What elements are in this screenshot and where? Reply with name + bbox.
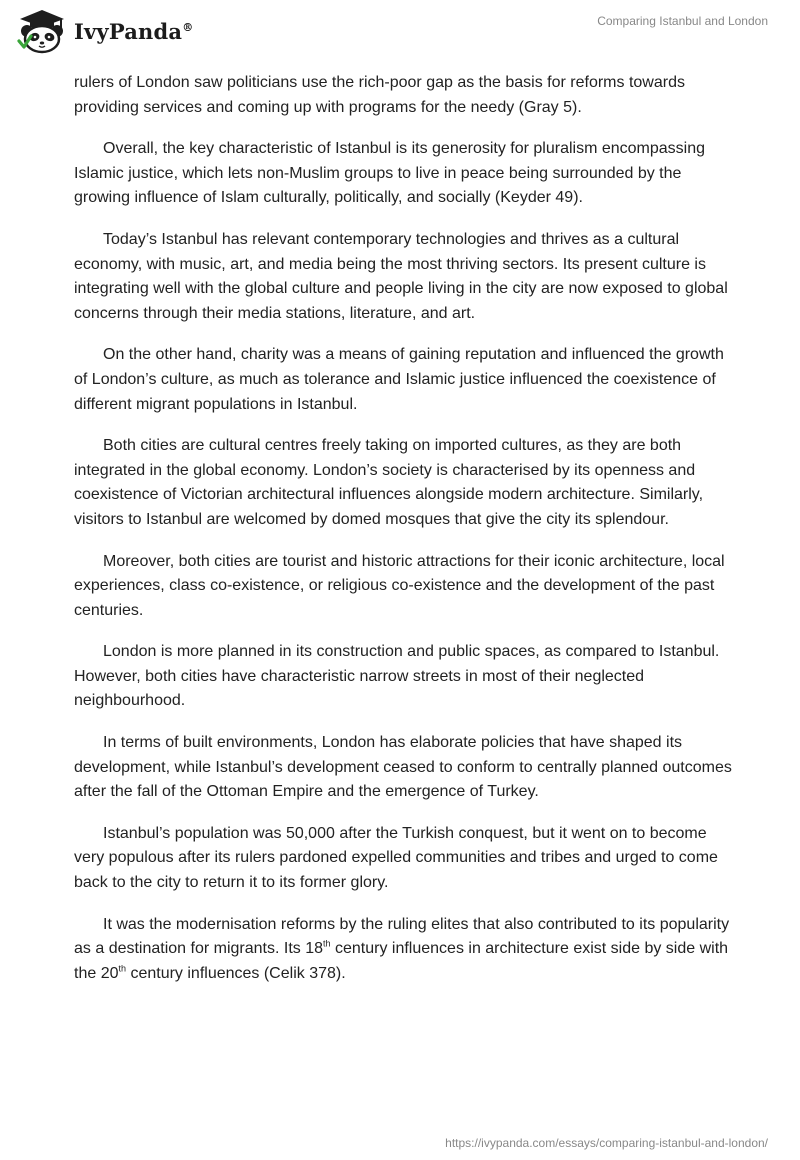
essay-body <box>74 71 734 1003</box>
ivypanda-logo[interactable] <box>16 8 193 54</box>
paragraph: In terms of built environments, London has elaborate policies that have shaped its development, while Istanbul’s development ceased to conform to centrally planned outcomes after the fall of the Ottoman Empire and the emergence of Turkey. <box>74 734 732 801</box>
paragraph: Istanbul’s population was 50,000 after the Turkish conquest, but it went on to become very populous after its rulers pardoned expelled communities and tribes and urged to come back to the city to return it to its former glory. <box>74 824 718 892</box>
paragraph: Today’s Istanbul has relevant contemporary technologies and thrives as a cultural economy, with music, art, and media being the most thriving sectors. Its present culture is integrating well with the global culture and people living in the city are now exposed to global concerns through their media stations, literature, and art. <box>74 230 728 322</box>
paragraph-final: It was the modernisation reforms by the ruling elites that also contributed to its popularity as a destination for migrants. Its 18th century influences in architecture exist side by side with the 20th century influences (Celik 378). <box>74 915 730 982</box>
panda-graduate-icon <box>16 8 68 54</box>
paragraph: Moreover, both cities are tourist and historic attractions for their iconic architecture, local experiences, class co-existence, or religious co-existence and the development of the past centuries. <box>74 552 725 619</box>
paragraph: Both cities are cultural centres freely taking on imported cultures, as they are both integrated in the global economy. London’s society is characterised by its openness and coexistence of Victorian architectural influences alongside modern architecture. Similarly, visitors to Istanbul are welcomed by domed mosques that give the city its splendour. <box>74 437 704 528</box>
source-url[interactable]: https://ivypanda.com/essays/comparing-istanbul-and-london/ <box>445 1136 768 1150</box>
paragraph: Overall, the key characteristic of Istanbul is its generosity for pluralism encompassing Islamic justice, which lets non-Muslim groups to live in peace being surrounded by the growing influence of Islam culturally, politically, and socially (Keyder 49). <box>74 140 706 207</box>
paragraph-continuation: rulers of London saw politicians use the rich-poor gap as the basis for reforms towards providing services and coming up with programs for the needy (Gray 5). <box>74 74 685 116</box>
paragraph: London is more planned in its construction and public spaces, as compared to Istanbul. However, both cities have characteristic narrow streets in most of their neglected neighbourhood. <box>74 643 720 710</box>
page-header <box>0 0 800 64</box>
document-title: Comparing Istanbul and London <box>597 14 768 28</box>
brand-name: IvyPanda® <box>74 18 194 44</box>
paragraph: On the other hand, charity was a means of gaining reputation and influenced the growth of London’s culture, as much as tolerance and Islamic justice influenced the coexistence of different migrant populations in Istanbul. <box>74 346 724 413</box>
